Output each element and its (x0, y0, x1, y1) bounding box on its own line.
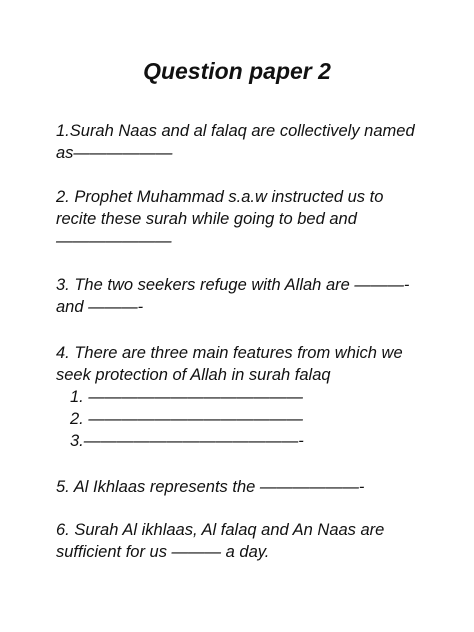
page-title: Question paper 2 (143, 58, 331, 84)
question-2 (56, 186, 436, 252)
question-6-line-2: sufficient for us ——— a day. (56, 543, 270, 561)
question-6 (56, 519, 436, 563)
question-2-line-2: recite these surah while going to bed and (56, 210, 357, 228)
question-4-item-2: 2. ————————————— (70, 410, 303, 428)
question-1 (56, 120, 436, 164)
question-6-line-1: 6. Surah Al ikhlaas, Al falaq and An Naas are (56, 521, 385, 539)
question-4-item-3: 3.—————————————- (70, 432, 304, 450)
question-3-line-1: 3. The two seekers refuge with Allah are ———- (56, 276, 410, 294)
question-4 (56, 342, 436, 386)
question-1-line-1: 1.Surah Naas and al falaq are collectively named (56, 122, 415, 140)
question-2-line-3: ——————— (56, 232, 172, 250)
question-1-line-2: as—————— (56, 144, 173, 162)
question-5 (56, 476, 436, 498)
question-4-item-1: 1. ————————————— (70, 388, 303, 406)
question-4-line-1: 4. There are three main features from which we (56, 344, 403, 362)
question-4-line-2: seek protection of Allah in surah falaq (56, 366, 331, 384)
question-5-line-1: 5. Al Ikhlaas represents the ——————- (56, 478, 365, 496)
question-3 (56, 274, 436, 318)
question-2-line-1: 2. Prophet Muhammad s.a.w instructed us to (56, 188, 384, 206)
question-3-line-2: and ———- (56, 298, 144, 316)
